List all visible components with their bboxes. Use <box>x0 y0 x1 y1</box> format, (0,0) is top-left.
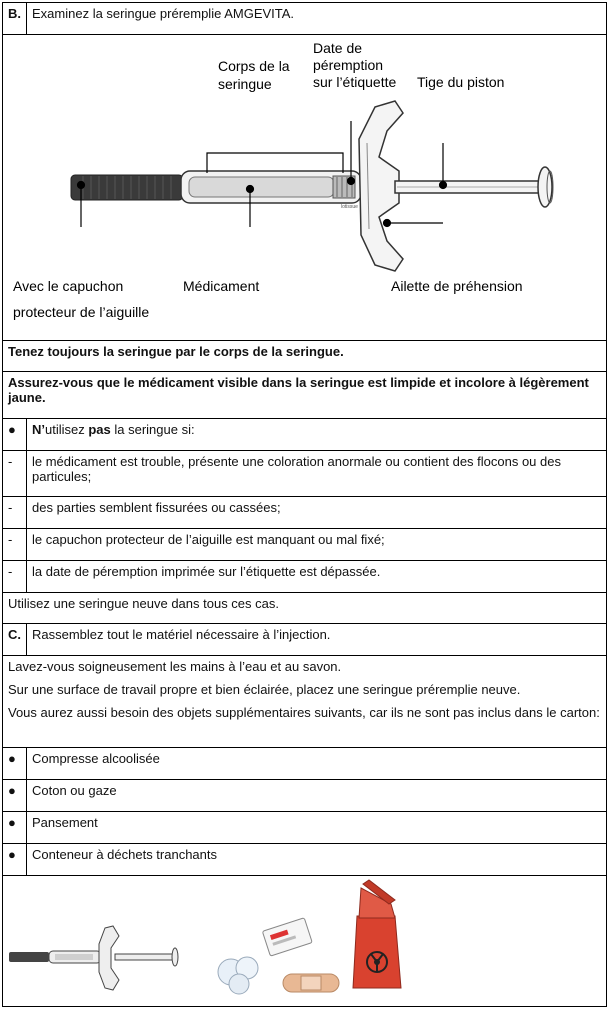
section-c-letter: C. <box>3 624 27 655</box>
condition-text: le médicament est trouble, présente une coloration anormale ou contient des flocons ou des particules; <box>32 454 561 484</box>
label-body-line2: seringue <box>218 76 272 92</box>
clear-note: Assurez-vous que le médicament visible dans la seringue est limpide et incolore à légèrement jaune. <box>3 372 606 419</box>
supply-text: Coton ou gaze <box>32 783 117 798</box>
instruction-table <box>2 2 607 1007</box>
condition-row <box>3 451 606 497</box>
prep-paragraph: Lavez-vous soigneusement les mains à l’eau et au savon. <box>8 659 342 674</box>
label-body-line1: Corps de la <box>218 58 290 74</box>
condition-row <box>3 529 606 561</box>
syringe-diagram <box>3 35 606 341</box>
prefilled-syringe-image <box>9 926 178 990</box>
label-expiry-line1: Date de <box>313 40 363 56</box>
label-expiry-line3: sur l’étiquette <box>313 74 397 90</box>
alcohol-swab-image <box>262 918 312 956</box>
section-c-title: Rassemblez tout le matériel nécessaire à l’injection. <box>32 627 331 642</box>
bullet-icon: ● <box>3 844 27 875</box>
condition-text: des parties semblent fissurées ou cassées; <box>32 500 281 515</box>
label-cap-line2: protecteur de l’aiguille <box>13 304 150 320</box>
supply-row <box>3 780 606 812</box>
prep-block <box>3 656 606 748</box>
supply-row <box>3 844 606 876</box>
section-c-row <box>3 624 606 656</box>
label-flange: Ailette de préhension <box>391 278 523 294</box>
body-bracket <box>207 153 343 173</box>
do-not-use-strong: pas <box>88 422 111 437</box>
sharps-container-image <box>353 880 401 988</box>
do-not-use-after: la seringue si: <box>110 422 195 437</box>
section-b-row <box>3 3 606 35</box>
new-syringe-note: Utilisez une seringue neuve dans tous ces cas. <box>3 593 606 624</box>
supply-row <box>3 748 606 780</box>
prep-paragraph: Vous aurez aussi besoin des objets supplémentaires suivants, car ils ne sont pas inclus dans le carton: <box>8 705 600 720</box>
supply-text: Compresse alcoolisée <box>32 751 160 766</box>
hold-note: Tenez toujours la seringue par le corps de la seringue. <box>3 341 606 372</box>
condition-row <box>3 561 606 593</box>
bullet-icon: ● <box>3 780 27 811</box>
section-b-letter: B. <box>3 3 27 34</box>
prep-paragraph: Sur une surface de travail propre et bien éclairée, placez une seringue préremplie neuve. <box>8 682 521 697</box>
section-b-title: Examinez la seringue préremplie AMGEVITA. <box>32 6 295 21</box>
svg-text:lotissue: lotissue <box>341 204 358 210</box>
needle-cap <box>71 175 183 200</box>
bullet-icon: ● <box>3 748 27 779</box>
condition-row <box>3 497 606 529</box>
condition-text: la date de péremption imprimée sur l’étiquette est dépassée. <box>32 564 381 579</box>
supplies-illustration <box>3 876 606 1008</box>
dash-marker: - <box>3 561 27 592</box>
medicine-fill <box>189 177 334 197</box>
do-not-use-prefix: N’ <box>32 422 45 437</box>
label-medicine: Médicament <box>183 278 260 294</box>
label-cap-line1: Avec le capuchon <box>13 278 124 294</box>
supply-row <box>3 812 606 844</box>
do-not-use-row <box>3 419 606 451</box>
dash-marker: - <box>3 497 27 528</box>
plunger-head <box>538 167 552 207</box>
bullet-icon: ● <box>3 812 27 843</box>
label-plunger: Tige du piston <box>417 74 505 90</box>
supply-text: Conteneur à déchets tranchants <box>32 847 218 862</box>
do-not-use-text <box>27 419 606 450</box>
do-not-use-before: utilisez <box>45 422 89 437</box>
syringe-diagram-row <box>3 35 606 341</box>
cotton-balls-image <box>218 957 258 994</box>
bandage-image <box>283 974 339 992</box>
supplies-illustration-row <box>3 876 606 1008</box>
dash-marker: - <box>3 529 27 560</box>
supply-text: Pansement <box>32 815 98 830</box>
bullet-icon: ● <box>3 419 27 450</box>
condition-text: le capuchon protecteur de l’aiguille est manquant ou mal fixé; <box>32 532 385 547</box>
dash-marker: - <box>3 451 27 496</box>
label-expiry-line2: péremption <box>313 57 384 73</box>
